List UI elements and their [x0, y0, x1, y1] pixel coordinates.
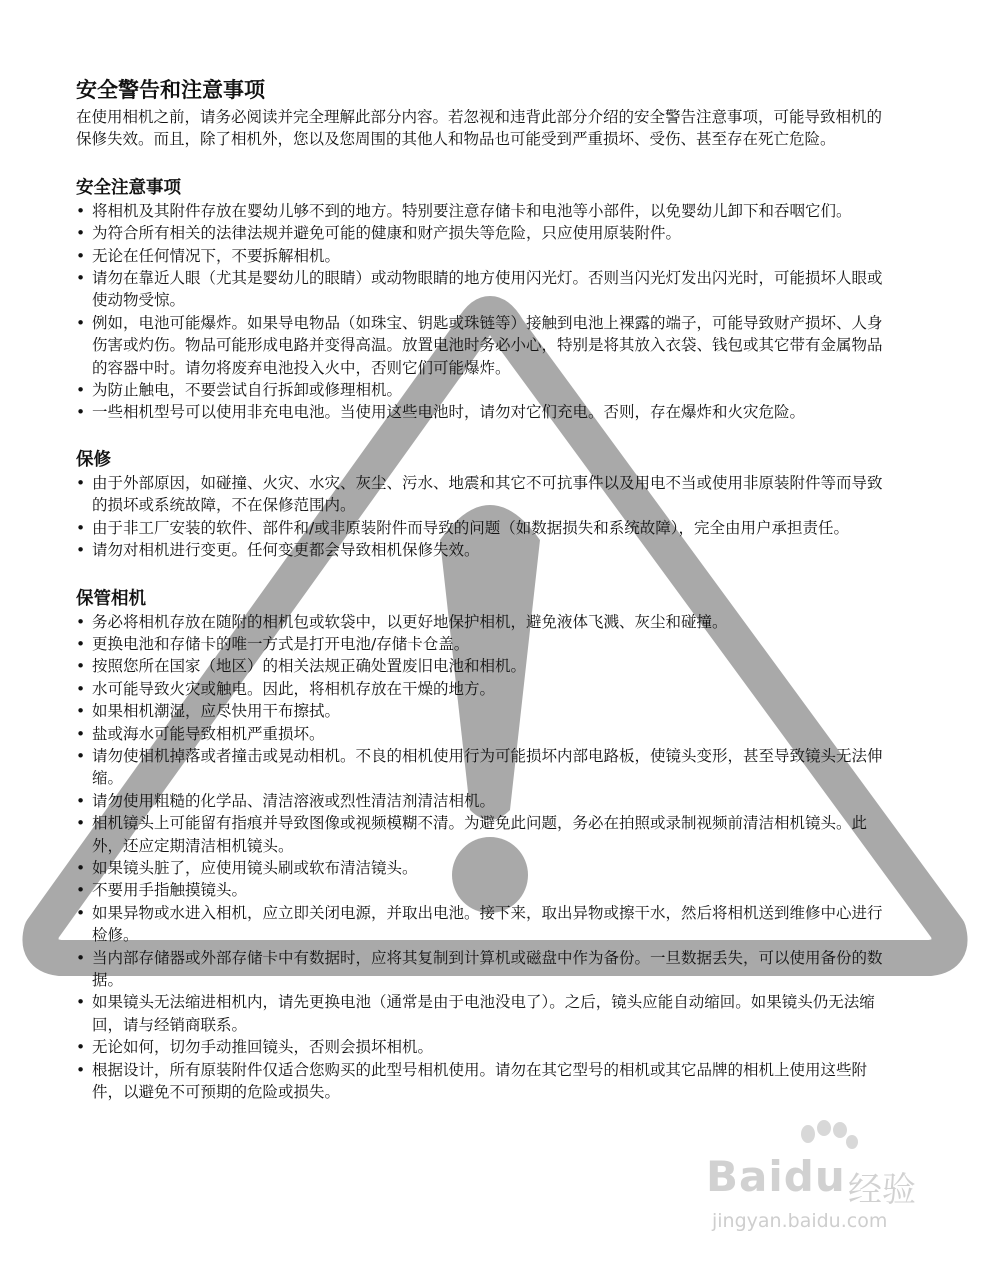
list-item: • 无论如何，切勿手动推回镜头，否则会损坏相机。: [76, 1036, 894, 1058]
safety-list: [76, 200, 894, 424]
list-item: • 相机镜头上可能留有指痕并导致图像或视频模糊不清。为避免此问题，务必在拍照或录制视频前清洁相机镜头。此外，还应定期清洁相机镜头。: [76, 812, 894, 857]
list-item: • 如果相机潮湿，应尽快用干布擦拭。: [76, 700, 894, 722]
list-item: • 将相机及其附件存放在婴幼儿够不到的地方。特别要注意存储卡和电池等小部件，以免婴幼儿卸下和吞咽它们。: [76, 200, 894, 222]
list-item: • 根据设计，所有原装附件仅适合您购买的此型号相机使用。请勿在其它型号的相机或其它品牌的相机上使用这些附件，以避免不可预期的危险或损失。: [76, 1059, 894, 1104]
list-item: • 更换电池和存储卡的唯一方式是打开电池/存储卡仓盖。: [76, 633, 894, 655]
watermark-url: jingyan.baidu.com: [712, 1210, 888, 1232]
list-item: • 不要用手指触摸镜头。: [76, 879, 894, 901]
list-item: • 水可能导致火灾或触电。因此，将相机存放在干燥的地方。: [76, 678, 894, 700]
warranty-list: [76, 472, 894, 562]
list-item: • 务必将相机存放在随附的相机包或软袋中，以更好地保护相机，避免液体飞溅、灰尘和碰撞。: [76, 611, 894, 633]
list-item: • 如果镜头脏了，应使用镜头刷或软布清洁镜头。: [76, 857, 894, 879]
list-item: • 为防止触电，不要尝试自行拆卸或修理相机。: [76, 379, 894, 401]
intro-paragraph: 在使用相机之前，请务必阅读并完全理解此部分内容。若忽视和违背此部分介绍的安全警告注意事项，可能导致相机的保修失效。而且，除了相机外，您以及您周围的其他人和物品也可能受到严重损坏、受伤、甚至存在死亡危险。: [76, 108, 883, 149]
document-body: [76, 76, 894, 1103]
list-item: • 无论在任何情况下，不要拆解相机。: [76, 245, 894, 267]
list-item: • 由于外部原因，如碰撞、火灾、水灾、灰尘、污水、地震和其它不可抗事件以及用电不当或使用非原装附件等而导致的损坏或系统故障，不在保修范围内。: [76, 472, 894, 517]
list-item: • 请勿使相机掉落或者撞击或晃动相机。不良的相机使用行为可能损坏内部电路板，使镜头变形，甚至导致镜头无法伸缩。: [76, 745, 894, 790]
list-item: • 请勿在靠近人眼（尤其是婴幼儿的眼睛）或动物眼睛的地方使用闪光灯。否则当闪光灯发出闪光时，可能损坏人眼或使动物受惊。: [76, 267, 894, 312]
list-item: • 由于非工厂安装的软件、部件和/或非原装附件而导致的问题（如数据损失和系统故障），完全由用户承担责任。: [76, 517, 894, 539]
list-item: • 例如，电池可能爆炸。如果导电物品（如珠宝、钥匙或珠链等）接触到电池上裸露的端子，可能导致财产损坏、人身伤害或灼伤。物品可能形成电路并变得高温。放置电池时务必小心，特别是将其放入衣袋、钱包或其它带有金属物品的容器中时。请勿将废弃电池投入火中，否则它们可能爆炸。: [76, 312, 894, 379]
list-item: • 请勿对相机进行变更。任何变更都会导致相机保修失效。: [76, 539, 894, 561]
section-heading-camera-care: 保管相机: [76, 588, 146, 609]
list-item: • 如果镜头无法缩进相机内，请先更换电池（通常是由于电池没电了）。之后，镜头应能自动缩回。如果镜头仍无法缩回，请与经销商联系。: [76, 991, 894, 1036]
section-heading-warranty: 保修: [76, 449, 111, 470]
camera-care-list: [76, 611, 894, 1104]
list-item: • 一些相机型号可以使用非充电电池。当使用这些电池时，请勿对它们充电。否则，存在爆炸和火灾危险。: [76, 401, 894, 423]
watermark-cn-text: 经验: [848, 1170, 916, 1210]
list-item: • 请勿使用粗糙的化学品、清洁溶液或烈性清洁剂清洁相机。: [76, 790, 894, 812]
baidu-jingyan-watermark: [706, 1120, 946, 1245]
watermark-logo-text: Baidu: [706, 1152, 846, 1201]
list-item: • 盐或海水可能导致相机严重损坏。: [76, 723, 894, 745]
list-item: • 按照您所在国家（地区）的相关法规正确处置废旧电池和相机。: [76, 655, 894, 677]
section-safety: [76, 176, 894, 424]
section-heading-safety: 安全注意事项: [76, 177, 181, 198]
page-title: 安全警告和注意事项: [76, 78, 265, 102]
section-camera-care: [76, 587, 894, 1104]
list-item: • 为符合所有相关的法律法规并避免可能的健康和财产损失等危险，只应使用原装附件。: [76, 222, 894, 244]
list-item: • 当内部存储器或外部存储卡中有数据时，应将其复制到计算机或磁盘中作为备份。一旦数据丢失，可以使用备份的数据。: [76, 947, 894, 992]
section-warranty: [76, 448, 894, 562]
list-item: • 如果异物或水进入相机，应立即关闭电源，并取出电池。接下来，取出异物或擦干水，然后将相机送到维修中心进行检修。: [76, 902, 894, 947]
